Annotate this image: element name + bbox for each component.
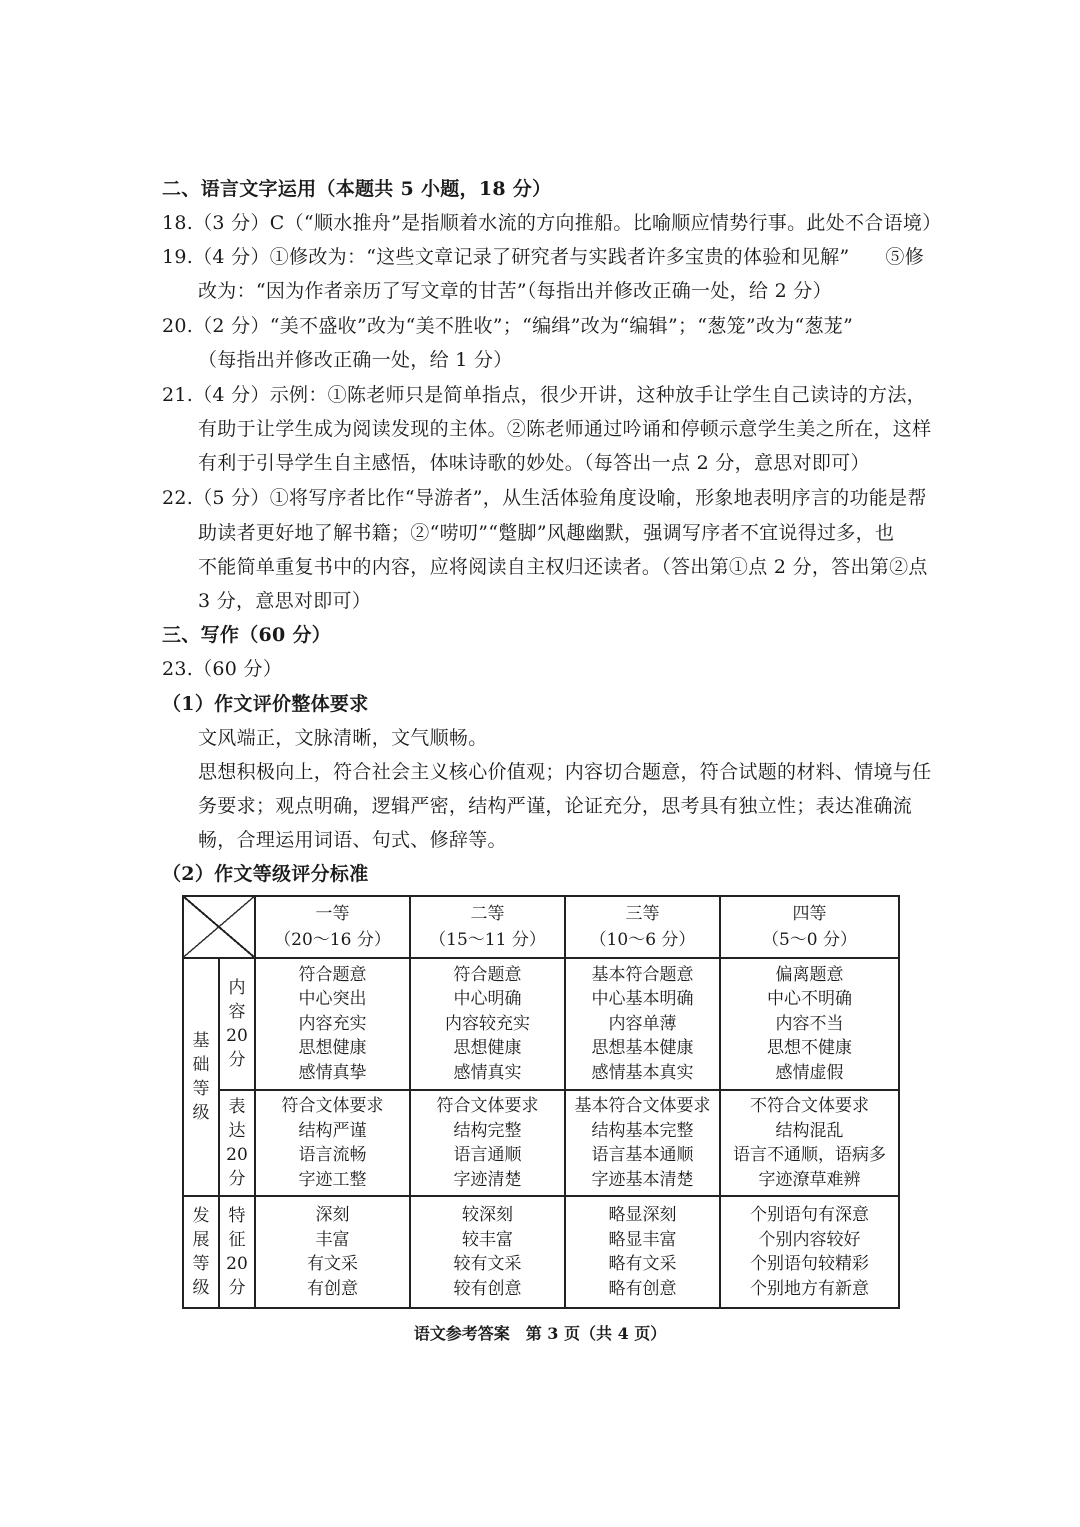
answer-19-line2: 改为：“因为作者亲历了写文章的甘苦”（每指出并修改正确一处，给 2 分） <box>198 280 832 302</box>
answer-21-line3: 有利于引导学生自主感悟，体味诗歌的妙处。（每答出一点 2 分，意思对即可） <box>198 452 870 474</box>
group-development-level: 发 展 等 级 <box>183 1196 219 1308</box>
answer-19-line1 <box>162 240 924 274</box>
answer-22-line4: 3 分，意思对即可） <box>198 590 372 612</box>
header-grade-2: 二等 （15～11 分） <box>410 896 565 958</box>
header-grade-4: 四等 （5～0 分） <box>720 896 899 958</box>
part-2-title: （2）作文等级评分标准 <box>162 863 369 885</box>
features-grade-2: 较深刻 较丰富 较有文采 较有创意 <box>410 1196 565 1308</box>
features-grade-1: 深刻 丰富 有文采 有创意 <box>255 1196 410 1308</box>
answer-20-line1: 20.（2 分）“美不盛收”改为“美不胜收”；“编缉”改为“编辑”；“葱笼”改为“葱茏” <box>162 315 854 337</box>
row-features <box>183 1196 899 1308</box>
requirement-2-line2: 务要求；观点明确，逻辑严密，结构严谨，论证充分，思考具有独立性；表达准确流 <box>198 795 913 817</box>
grading-table <box>182 895 900 1309</box>
row-content <box>183 958 899 1090</box>
row-expression <box>183 1090 899 1196</box>
answer-22-line3: 不能简单重复书中的内容，应将阅读自主权归还读者。（答出第①点 2 分，答出第②点 <box>198 556 928 578</box>
requirement-2-line3: 畅，合理运用词语、句式、修辞等。 <box>198 829 507 851</box>
answer-20-line2: （每指出并修改正确一处，给 1 分） <box>198 349 513 371</box>
content-grade-4: 偏离题意 中心不明确 内容不当 思想不健康 感情虚假 <box>720 958 899 1090</box>
features-grade-4: 个别语句有深意 个别内容较好 个别语句较精彩 个别地方有新意 <box>720 1196 899 1308</box>
answer-23: 23.（60 分） <box>162 658 283 680</box>
expression-grade-3: 基本符合文体要求 结构基本完整 语言基本通顺 字迹基本清楚 <box>565 1090 720 1196</box>
expression-grade-4: 不符合文体要求 结构混乱 语言不通顺，语病多 字迹潦草难辨 <box>720 1090 899 1196</box>
diagonal-corner-cell <box>183 896 255 958</box>
label-expression-20: 表 达 20 分 <box>219 1090 255 1196</box>
features-grade-3: 略显深刻 略显丰富 略有文采 略有创意 <box>565 1196 720 1308</box>
expression-grade-1: 符合文体要求 结构严谨 语言流畅 字迹工整 <box>255 1090 410 1196</box>
header-grade-1: 一等 （20～16 分） <box>255 896 410 958</box>
group-basic-level: 基 础 等 级 <box>183 958 219 1196</box>
answer-18: 18.（3 分）C（“顺水推舟”是指顺着水流的方向推船。比喻顺应情势行事。此处不合语境） <box>162 212 942 234</box>
answer-22-line1: 22.（5 分）①将写序者比作“导游者”，从生活体验角度设喻，形象地表明序言的功能是帮 <box>162 487 927 509</box>
requirement-1: 文风端正，文脉清晰，文气顺畅。 <box>198 727 488 749</box>
label-content-20: 内 容 20 分 <box>219 958 255 1090</box>
table-header-row <box>183 896 899 958</box>
content-grade-2: 符合题意 中心明确 内容较充实 思想健康 感情真实 <box>410 958 565 1090</box>
page-footer: 语文参考答案 第 3 页（共 4 页） <box>413 1324 667 1343</box>
answer-21-line2: 有助于让学生成为阅读发现的主体。②陈老师通过吟诵和停顿示意学生美之所在，这样 <box>198 418 932 440</box>
expression-grade-2: 符合文体要求 结构完整 语言通顺 字迹清楚 <box>410 1090 565 1196</box>
answer-21-line1: 21.（4 分）示例：①陈老师只是简单指点，很少开讲，这种放手让学生自己读诗的方法， <box>162 384 926 406</box>
answer-19-text: 19.（4 分）①修改为：“这些文章记录了研究者与实践者许多宝贵的体验和见解” <box>162 246 850 268</box>
content-grade-3: 基本符合题意 中心基本明确 内容单薄 思想基本健康 感情基本真实 <box>565 958 720 1090</box>
answer-19-text-end: ⑤修 <box>885 246 924 268</box>
requirement-2-line1: 思想积极向上，符合社会主义核心价值观；内容切合题意，符合试题的材料、情境与任 <box>198 761 932 783</box>
answer-22-line2: 助读者更好地了解书籍；②“唠叨”“蹩脚”风趣幽默，强调写序者不宜说得过多，也 <box>198 522 895 544</box>
header-grade-3: 三等 （10～6 分） <box>565 896 720 958</box>
section-3-title: 三、写作（60 分） <box>162 624 332 646</box>
label-features-20: 特 征 20 分 <box>219 1196 255 1308</box>
part-1-title: （1）作文评价整体要求 <box>162 693 369 715</box>
section-2-title: 二、语言文字运用（本题共 5 小题，18 分） <box>162 178 552 200</box>
content-grade-1: 符合题意 中心突出 内容充实 思想健康 感情真挚 <box>255 958 410 1090</box>
